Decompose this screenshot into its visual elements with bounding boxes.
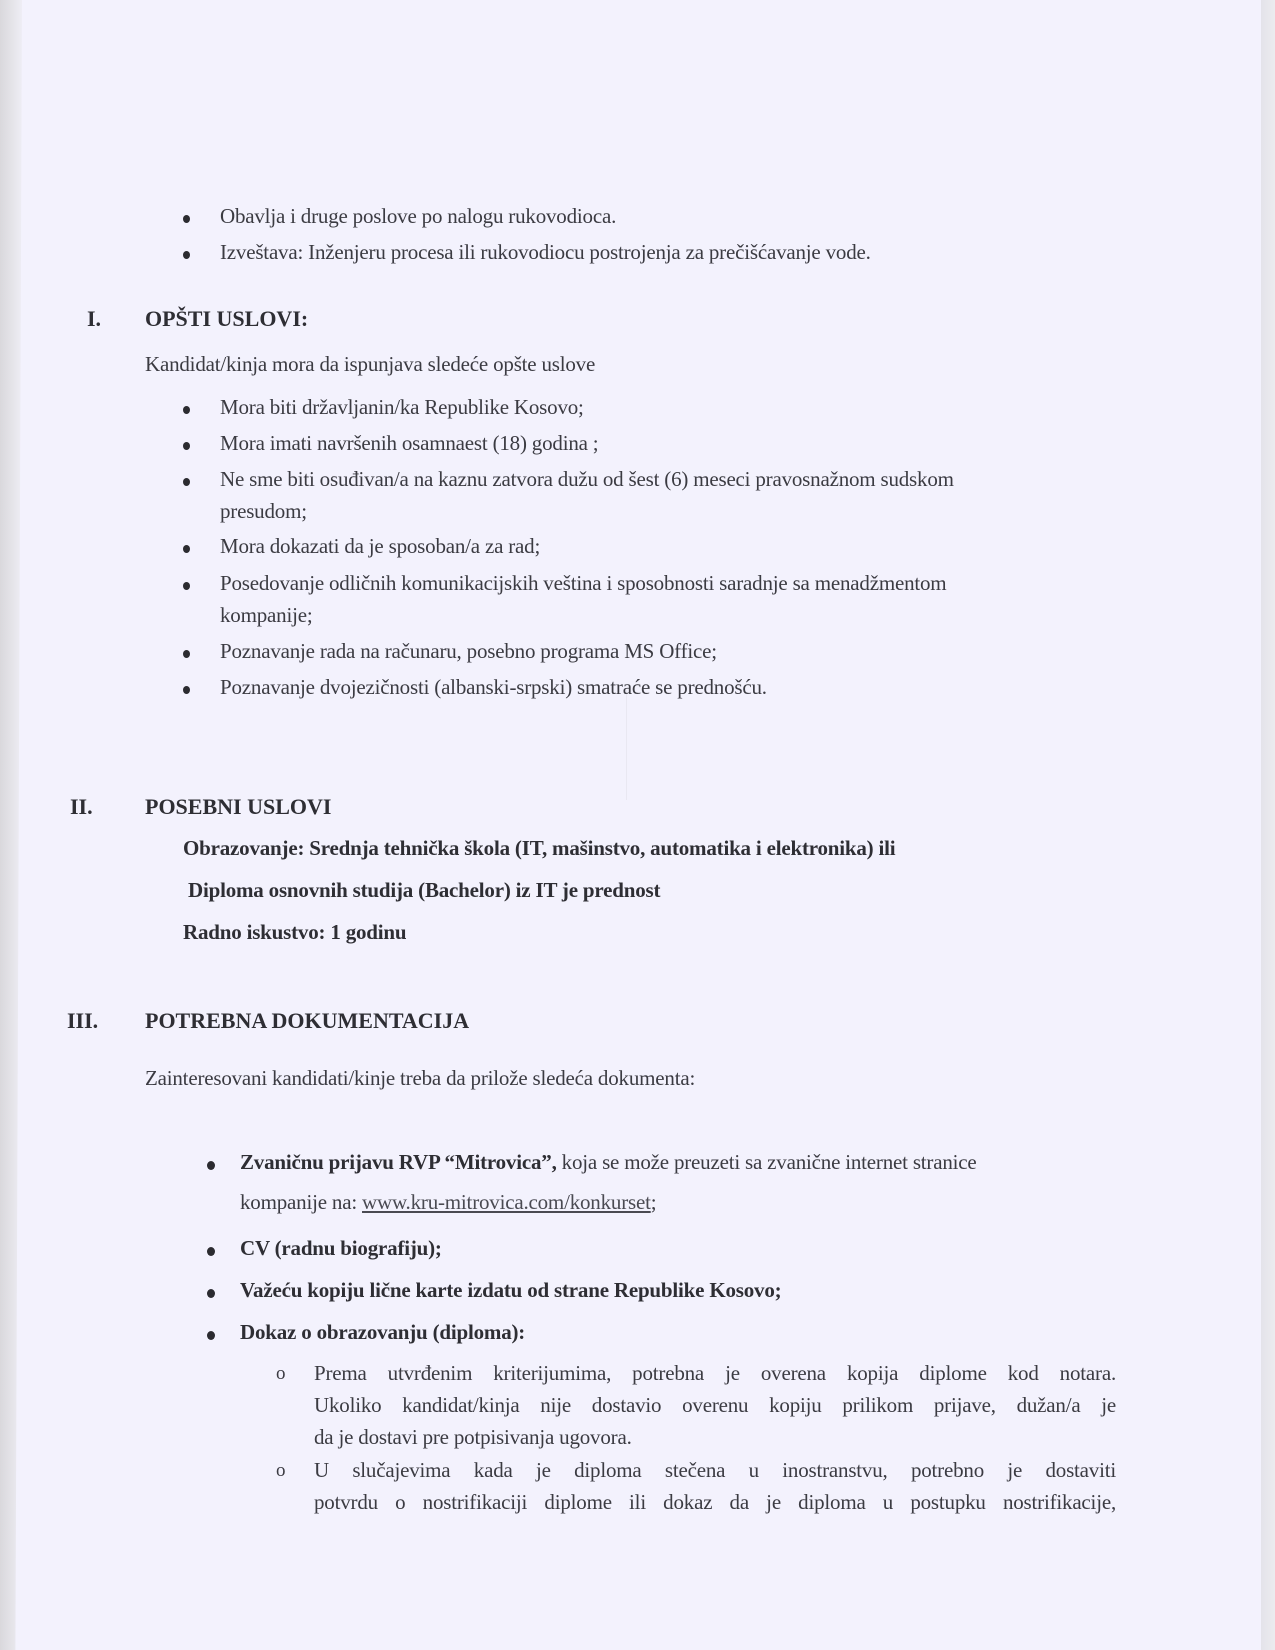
section-number: I. [87, 306, 102, 331]
list-item: Izveštava: Inženjeru procesa ili rukovodiocu postrojenja za prečišćavanje vode. [220, 240, 871, 264]
bullet-icon [183, 406, 190, 414]
list-item: Poznavanje rada na računaru, posebno programa MS Office; [220, 639, 717, 663]
bullet-icon [207, 1289, 215, 1298]
scan-edge-left [0, 0, 22, 1650]
bullet-icon [183, 650, 190, 658]
list-item-continuation [240, 1190, 656, 1215]
bullet-icon [183, 478, 190, 486]
sub-list-item-continuation: Ukoliko kandidat/kinja nije dostavio overenu kopiju prilikom prijave, dužan/a je [314, 1393, 1116, 1417]
list-item: Posedovanje odličnih komunikacijskih veština i sposobnosti saradnje sa menadžmentom [220, 571, 947, 595]
education-requirement: Obrazovanje: Srednja tehnička škola (IT, mašinstvo, automatika i elektronika) ili [183, 836, 896, 860]
bullet-icon [207, 1331, 215, 1340]
list-item: Mora dokazati da je sposoban/a za rad; [220, 534, 541, 558]
list-item: Mora biti državljanin/ka Republike Kosovo; [220, 395, 584, 419]
section-title: POTREBNA DOKUMENTACIJA [145, 1008, 470, 1033]
section-title: POSEBNI USLOVI [145, 794, 332, 819]
list-item: CV (radnu biografiju); [240, 1236, 442, 1260]
bullet-icon [183, 442, 190, 450]
sub-list-item: Prema utvrđenim kriterijumima, potrebna je overena kopija diplome kod notara. [314, 1361, 1116, 1385]
list-item: Važeću kopiju lične karte izdatu od strane Republike Kosovo; [240, 1278, 782, 1302]
list-item: Obavlja i druge poslove po nalogu rukovodioca. [220, 204, 617, 228]
scan-edge-right [1261, 0, 1275, 1650]
degree-advantage: Diploma osnovnih studija (Bachelor) iz IT je prednost [188, 878, 661, 902]
section-number: II. [70, 794, 93, 819]
sub-list-item-continuation: da je dostavi pre potpisivanja ugovora. [314, 1425, 632, 1449]
section-title: OPŠTI USLOVI: [145, 306, 309, 331]
bullet-icon [183, 582, 190, 590]
list-item: Dokaz o obrazovanju (diploma): [240, 1320, 526, 1344]
list-item [240, 1150, 977, 1175]
section-intro: Kandidat/kinja mora da ispunjava sledeće opšte uslove [145, 352, 596, 376]
section-number: III. [67, 1008, 99, 1033]
sub-bullet-icon: o [276, 1363, 286, 1384]
list-item: Poznavanje dvojezičnosti (albanski-srpski) smatraće se prednošću. [220, 675, 767, 699]
work-experience: Radno iskustvo: 1 godinu [183, 920, 407, 944]
scan-artifact-line [626, 690, 627, 800]
konkurset-link[interactable]: www.kru-mitrovica.com/konkurset [362, 1190, 651, 1214]
section-intro: Zainteresovani kandidati/kinje treba da priložе sledeća dokumenta: [145, 1066, 696, 1090]
sub-list-item: U slučajevima kada je diploma stečena u inostranstvu, potrebno je dostaviti [314, 1458, 1116, 1482]
bullet-icon [207, 1161, 215, 1170]
bullet-icon [183, 545, 190, 553]
document-description: koja se može preuzeti sa zvanične internet stranice [556, 1150, 977, 1174]
link-suffix: ; [650, 1190, 657, 1214]
bullet-icon [207, 1247, 215, 1256]
link-prefix: kompanije na: [240, 1190, 363, 1214]
list-item-continuation: presudom; [220, 499, 307, 523]
bullet-icon [183, 686, 190, 694]
list-item-continuation: kompanije; [220, 603, 313, 627]
document-name: Zvaničnu prijavu RVP “Mitrovica”, [240, 1150, 557, 1174]
sub-bullet-icon: o [276, 1460, 286, 1481]
sub-list-item-continuation: potvrdu o nostrifikaciji diplome ili dokaz da je diploma u postupku nostrifikacije, [314, 1490, 1116, 1514]
bullet-icon [183, 251, 190, 259]
bullet-icon [183, 215, 190, 223]
list-item: Mora imati navršenih osamnaest (18) godina ; [220, 431, 599, 455]
list-item: Ne sme biti osuđivan/a na kaznu zatvora dužu od šest (6) meseci pravosnažnom sudskom [220, 467, 954, 491]
